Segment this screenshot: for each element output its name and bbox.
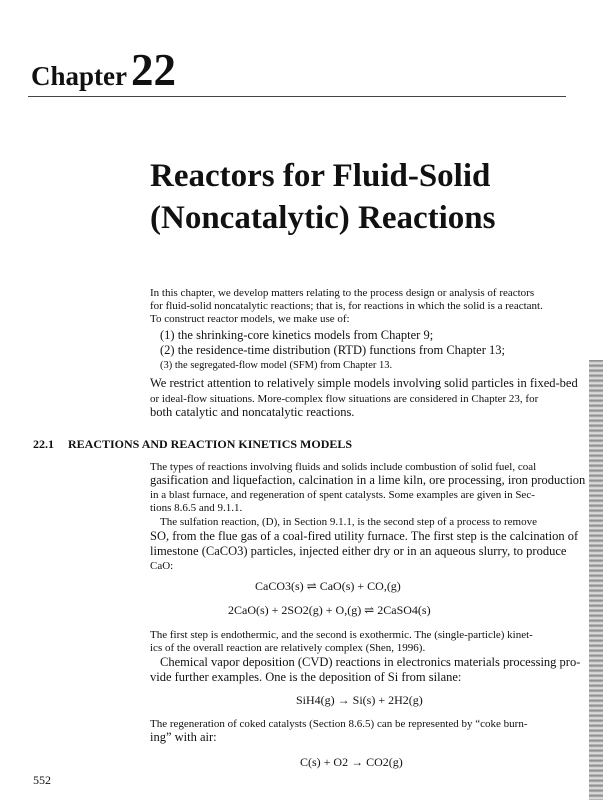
page-number: 552 — [33, 773, 51, 787]
intro-after-line: or ideal-flow situations. More-complex flow situations are considered in Chapter 23, for — [150, 393, 539, 405]
chapter-number: 22 — [131, 45, 176, 95]
section-title: REACTIONS AND REACTION KINETICS MODELS — [68, 437, 353, 451]
body-line: gasification and liquefaction, calcination in a lime kiln, ore processing, iron production — [150, 473, 586, 487]
section-number: 22.1 — [33, 437, 54, 451]
scan-edge-artifact — [589, 360, 603, 800]
chapter-word: Chapter — [31, 61, 127, 91]
body-line: ing” with air: — [150, 730, 217, 744]
intro-after-line: both catalytic and noncatalytic reactions. — [150, 405, 355, 419]
intro-after-line: We restrict attention to relatively simple models involving solid particles in fixed-bed — [150, 376, 578, 390]
equation-silane: SiH4(g) → Si(s) + 2H2(g) — [296, 693, 423, 707]
body-line: SO, from the flue gas of a coal-fired utility furnace. The first step is the calcination of — [150, 529, 579, 543]
body-line: The first step is endothermic, and the second is exothermic. The (single-particle) kinet- — [150, 629, 533, 641]
body-line: Chemical vapor deposition (CVD) reactions in electronics materials processing pro- — [160, 655, 581, 669]
body-line: CaO: — [150, 560, 174, 572]
chapter-rule — [28, 96, 566, 97]
intro-list-item: (3) the segregated-flow model (SFM) from Chapter 13. — [160, 360, 393, 371]
body-line: limestone (CaCO3) particles, injected either dry or in an aqueous slurry, to produce — [150, 544, 567, 558]
intro-line: for fluid-solid noncatalytic reactions; that is, for reactions in which the solid is a reactant. — [150, 300, 543, 312]
body-line: ics of the overall reaction are relatively complex (Shen, 1996). — [150, 642, 426, 654]
chapter-title-line-2: (Noncatalytic) Reactions — [150, 200, 496, 236]
section-heading — [33, 437, 352, 452]
body-line: vide further examples. One is the deposition of Si from silane: — [150, 670, 462, 684]
intro-line: In this chapter, we develop matters relating to the process design or analysis of reactors — [150, 287, 535, 299]
equation-calcination: CaCO3(s) ⇌ CaO(s) + CO,(g) — [255, 579, 401, 593]
chapter-title-line-1: Reactors for Fluid-Solid — [150, 158, 491, 194]
body-line: The sulfation reaction, (D), in Section 9.1.1, is the second step of a process to remove — [160, 516, 537, 528]
equation-coke-burning: C(s) + O2 → CO2(g) — [300, 755, 403, 769]
body-line: The regeneration of coked catalysts (Section 8.6.5) can be represented by “coke burn- — [150, 718, 528, 730]
equation-sulfation: 2CaO(s) + 2SO2(g) + O,(g) ⇌ 2CaSO4(s) — [228, 603, 431, 617]
intro-list-item: (2) the residence-time distribution (RTD) functions from Chapter 13; — [160, 343, 505, 357]
body-line: The types of reactions involving fluids and solids include combustion of solid fuel, coal — [150, 461, 537, 473]
intro-list-item: (1) the shrinking-core kinetics models from Chapter 9; — [160, 328, 434, 342]
chapter-heading — [31, 44, 176, 96]
body-line: tions 8.6.5 and 9.1.1. — [150, 502, 243, 514]
body-line: in a blast furnace, and regeneration of spent catalysts. Some examples are given in Sec- — [150, 489, 535, 501]
intro-line: To construct reactor models, we make use of: — [150, 313, 350, 325]
